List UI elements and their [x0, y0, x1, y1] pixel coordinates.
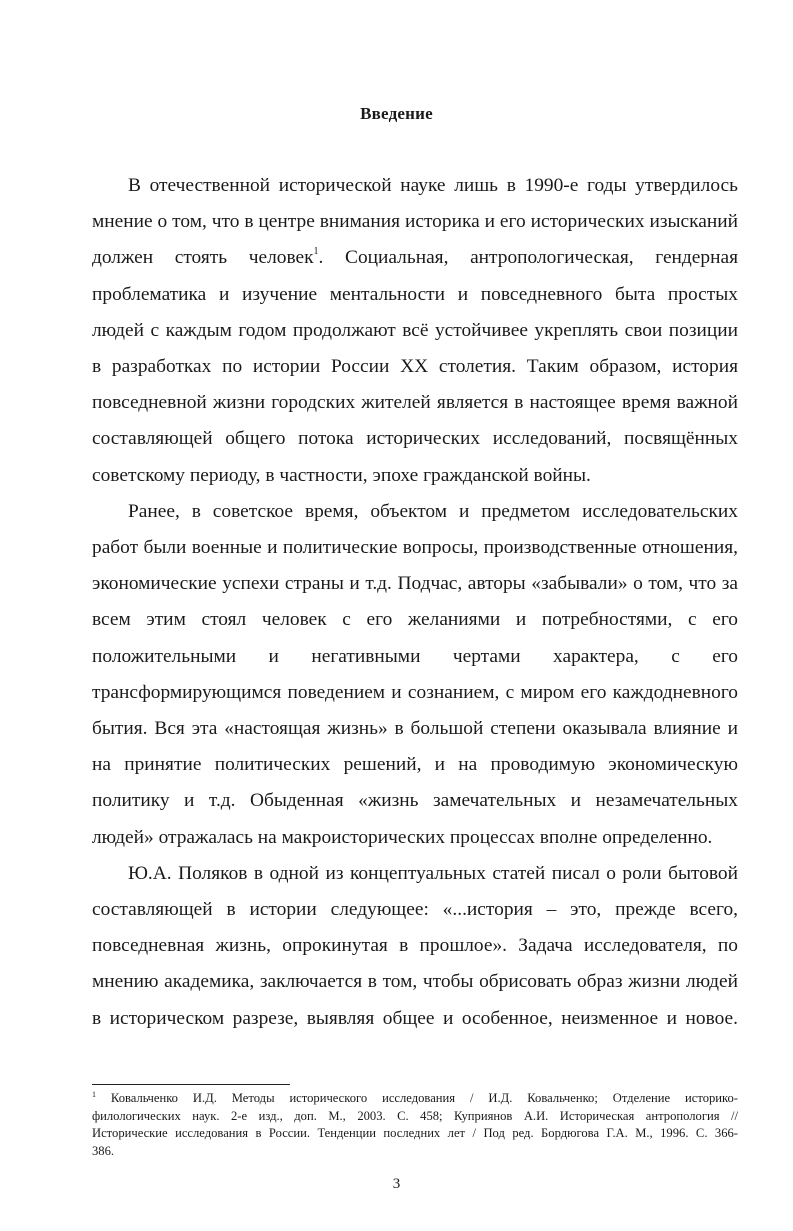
text-line: политику и т.д. Обыденная «жизнь замечательных и незамечательных — [92, 790, 738, 812]
body-text — [92, 168, 738, 1037]
footnote-divider — [92, 1084, 290, 1085]
footnote-reference[interactable]: 1 — [313, 246, 319, 258]
section-heading: Введение — [360, 104, 433, 123]
text-line: на принятие политических решений, и на проводимую экономическую — [92, 754, 738, 776]
text-line: экономические успехи страны и т.д. Подчас, авторы «забывали» о том, что за — [92, 573, 738, 595]
text-line: советскому периоду, в частности, эпохе гражданской войны. — [92, 464, 591, 486]
text-line: положительными и негативными чертами характера, с его — [92, 645, 738, 667]
text-line: повседневная жизнь, опрокинутая в прошлое». Задача исследователя, по — [92, 935, 738, 957]
text-line: людей» отражалась на макроисторических процессах вполне определенно. — [92, 826, 713, 848]
text-line: В отечественной исторической науке лишь в 1990-е годы утвердилось — [128, 175, 738, 196]
text-line: в разработках по истории России XX столетия. Таким образом, история — [92, 356, 738, 378]
text-line: бытия. Вся эта «настоящая жизнь» в большой степени оказывала влияние и — [92, 718, 738, 740]
paragraph-3 — [92, 856, 738, 1037]
text-line: повседневной жизни городских жителей является в настоящее время важной — [92, 392, 738, 414]
text-line: мнению академика, заключается в том, чтобы обрисовать образ жизни людей — [92, 971, 738, 993]
text-line: составляющей в истории следующее: «...история – это, прежде всего, — [92, 899, 738, 921]
text-line: Ю.А. Поляков в одной из концептуальных статей писал о роли бытовой — [128, 862, 738, 884]
paragraph-1 — [92, 168, 738, 494]
text-line: всем этим стоял человек с его желаниями и потребностями, с его — [92, 609, 738, 631]
footnote-line — [92, 1090, 738, 1108]
text-line: людей с каждым годом продолжают всё устойчивее укреплять свои позиции — [92, 319, 738, 341]
text-line: в историческом разрезе, выявляя общее и особенное, неизменное и новое. — [92, 1007, 738, 1029]
footnote-number: 1 — [92, 1090, 96, 1099]
text-line: работ были военные и политические вопросы, производственные отношения, — [92, 537, 738, 559]
text-line: трансформирующимся поведением и сознанием, с миром его каждодневного — [92, 681, 738, 703]
footnote-line: 386. — [92, 1143, 115, 1158]
footnote — [92, 1090, 738, 1160]
footnote-line: филологических наук. 2-е изд., доп. М., 2003. С. 458; Куприянов А.И. Историческая антропология // — [92, 1108, 738, 1123]
text-line: Ранее, в советское время, объектом и предметом исследовательских — [128, 500, 738, 522]
text-line: составляющей общего потока исторических исследований, посвящённых — [92, 428, 738, 450]
text-fragment: должен стоять человек — [92, 247, 314, 269]
text-line-with-footnote — [92, 240, 738, 276]
footnote-text: Ковальченко И.Д. Методы исторического исследования / И.Д. Ковальченко; Отделение историко- — [110, 1091, 738, 1105]
paragraph-2 — [92, 494, 738, 856]
text-line: мнение о том, что в центре внимания историка и его исторических изысканий — [92, 211, 738, 233]
text-line: проблематика и изучение ментальности и повседневного быта простых — [92, 283, 738, 305]
text-fragment: . Социальная, антропологическая, гендерная — [318, 247, 738, 269]
footnote-line: Исторические исследования в России. Тенденции последних лет / Под ред. Бордюгова Г.А. М., 1996. С. 366- — [92, 1126, 738, 1140]
page-number: 3 — [392, 1176, 401, 1192]
